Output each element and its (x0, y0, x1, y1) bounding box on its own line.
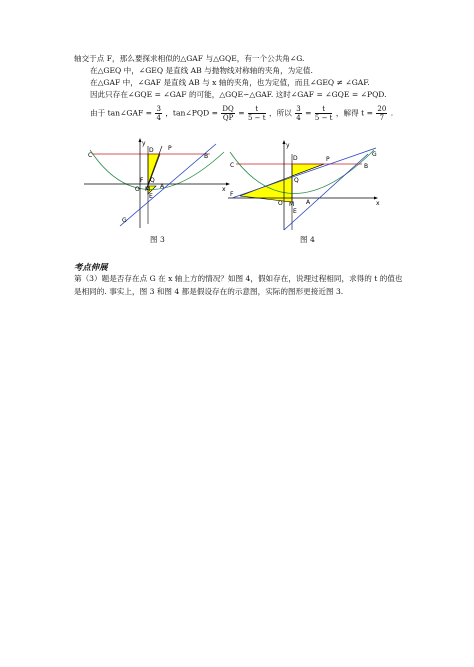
fig3-label-q: Q (150, 177, 155, 184)
text-line-4: 因此只存在∠GQE = ∠GAF 的可能，△GQE∽△GAF. 这时∠GAF = ∠GQE = ∠PQD. (90, 90, 387, 99)
fig4-label-g: G (372, 151, 377, 158)
fraction-3-4: $\frac{3}{4}$ (156, 105, 161, 122)
extension-paragraph: 第（3）题是否存在点 G 在 x 轴上方的情况？如图 4，假如存在，说理过程相同，求得的 t 的值也是相同的. 事实上，图 3 和图 4 都是假设存在的示意图，实际的图形更接近图 3. (74, 274, 403, 296)
fig4-label-y: y (286, 142, 290, 149)
fraction-20-7: $\frac{20}{7}$ (377, 105, 387, 122)
fig3-label-a: A (160, 183, 165, 190)
fig3-label-m: M (145, 186, 151, 193)
text-line-5-e: = (305, 108, 312, 118)
figure-3 (82, 138, 235, 230)
fig4-label-q: Q (294, 177, 299, 184)
fraction-t-5t-b: $\frac{t}{5 - t}$ (314, 105, 333, 122)
fig3-line-ab (120, 144, 216, 226)
text-line-1: 轴交于点 F，那么要探求相似的△GAF 与△GQE，有一个公共角∠G. (74, 54, 305, 63)
text-line-2: 在△GEQ 中，∠GEQ 是直线 AB 与抛物线对称轴的夹角，为定值. (90, 66, 313, 75)
fraction-t-5t: $\frac{t}{5 - t}$ (247, 105, 266, 122)
figure-4 (226, 140, 390, 232)
fig4-label-b: B (364, 163, 369, 170)
fig3-label-e: E (149, 193, 153, 200)
text-line-5-g: . (390, 108, 394, 118)
fig4-label-a: A (306, 199, 311, 206)
fig3-label-g: G (122, 217, 127, 224)
fig3-label-f: F (140, 177, 144, 184)
fraction-dq-qp: $\frac{DQ}{QP}$ (222, 105, 234, 122)
fraction-3-4-b: $\frac{3}{4}$ (296, 105, 301, 122)
text-line-5-b: ，tan∠PQD = (165, 108, 218, 118)
fig4-line-fg (232, 148, 376, 198)
fig4-label-d: D (293, 155, 298, 162)
text-line-5-c: = (238, 108, 245, 118)
fig3-label-c: C (88, 152, 93, 159)
fig4-label-x: x (376, 200, 380, 207)
fig3-label-y: y (142, 140, 146, 147)
text-line-5 (90, 105, 393, 122)
fig4-label-e: E (293, 208, 297, 215)
section-heading-extension: 考点伸展 (74, 262, 108, 272)
fig3-label-d: D (149, 147, 154, 154)
fig3-label-x: x (222, 186, 226, 193)
figure-4-caption: 图 4 (300, 235, 315, 244)
fig4-label-o: O (278, 200, 283, 207)
figure-3-caption: 图 3 (150, 235, 165, 244)
fig4-label-f: F (230, 191, 234, 198)
fig4-label-p: P (326, 156, 330, 163)
fig4-label-c: C (230, 162, 235, 169)
fig3-label-o: O (135, 186, 140, 193)
fig4-label-m: M (289, 201, 295, 208)
text-line-5-a: 由于 tan∠GAF = (90, 108, 153, 118)
text-line-5-d: ，所以 (269, 108, 292, 118)
fig3-label-p: P (168, 145, 172, 152)
fig3-label-b: B (204, 153, 209, 160)
text-line-3: 在△GAF 中，∠GAF 是直线 AB 与 x 轴的夹角，也为定值，而且∠GEQ ≠ ∠GAF. (90, 78, 370, 87)
text-line-5-f: ，解得 t = (335, 108, 373, 118)
